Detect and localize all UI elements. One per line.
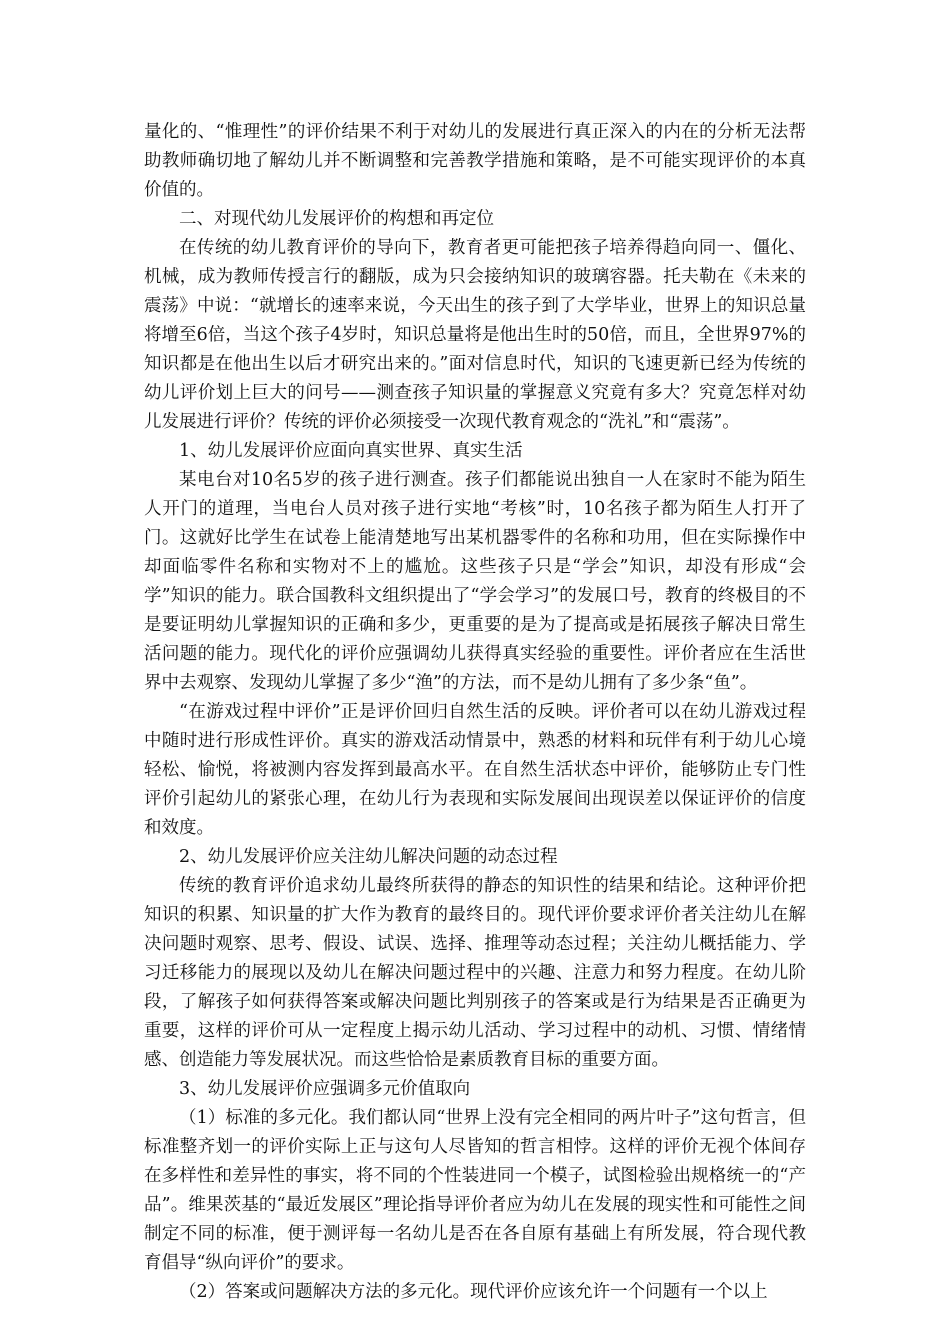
subheading-3: 3、幼儿发展评价应强调多元价值取向	[179, 1079, 471, 1099]
paragraph-game-evaluation: “在游戏过程中评价”正是评价回归自然生活的反映。评价者可以在幼儿游戏过程中随时进行形成性评价。真实的游戏活动情景中，熟悉的材料和玩伴有利于幼儿心境轻松、愉悦，将被测内容发挥到最高水平。在自然生活状态中评价，能够防止专门性评价引起幼儿的紧张心理，在幼儿行为表现和实际发展间出现误差以保证评价的信度和效度。	[144, 702, 806, 838]
subheading-2: 2、幼儿发展评价应关注幼儿解决问题的动态过程	[179, 847, 558, 867]
paragraph-traditional-evaluation: 在传统的幼儿教育评价的导向下，教育者更可能把孩子培养得趋向同一、僵化、机械，成为教师传授言行的翻版，成为只会接纳知识的玻璃容器。托夫勒在《未来的震荡》中说：“就增长的速率来说，今天出生的孩子到了大学毕业，世界上的知识总量将增至6倍，当这个孩子4岁时，知识总量将是他出生时的50倍，而且，全世界97%的知识都是在他出生以后才研究出来的。”面对信息时代，知识的飞速更新已经为传统的幼儿评价划上巨大的问号——测查孩子知识量的掌握意义究竟有多大？究竟怎样对幼儿发展进行评价？传统的评价必须接受一次现代教育观念的“洗礼”和“震荡”。	[144, 238, 806, 432]
paragraph-standard-diversity: （1）标准的多元化。我们都认同“世界上没有完全相同的两片叶子”这句哲言，但标准整齐划一的评价实际上正与这句人尽皆知的哲言相悖。这样的评价无视个体间存在多样性和差异性的事实，将不同的个性装进同一个模子，试图检验出规格统一的“产品”。维果茨基的“最近发展区”理论指导评价者应为幼儿在发展的现实性和可能性之间制定不同的标准，便于测评每一名幼儿是否在各自原有基础上有所发展，符合现代教育倡导“纵向评价”的要求。	[144, 1108, 806, 1273]
subheading-1: 1、幼儿发展评价应面向真实世界、真实生活	[179, 441, 523, 461]
paragraph-answer-diversity: （2）答案或问题解决方法的多元化。现代评价应该允许一个问题有一个以上	[179, 1282, 768, 1302]
paragraph-radio-test: 某电台对10名5岁的孩子进行测查。孩子们都能说出独自一人在家时不能为陌生人开门的道理，当电台人员对孩子进行实地“考核”时，10名孩子都为陌生人打开了门。这就好比学生在试卷上能清楚地写出某机器零件的名称和功用，但在实际操作中却面临零件名称和实物对不上的尴尬。这些孩子只是“学会”知识，却没有形成“会学”知识的能力。联合国教科文组织提出了“学会学习”的发展口号，教育的终极目的不是要证明幼儿掌握知识的正确和多少，更重要的是为了提高或是拓展孩子解决日常生活问题的能力。现代化的评价应强调幼儿获得真实经验的重要性。评价者应在生活世界中去观察、发现幼儿掌握了多少“渔”的方法，而不是幼儿拥有了多少条“鱼”。	[144, 470, 806, 693]
section-heading-2: 二、对现代幼儿发展评价的构想和再定位	[179, 209, 494, 229]
document-page	[144, 118, 806, 1307]
paragraph-continuation: 量化的、“惟理性”的评价结果不利于对幼儿的发展进行真正深入的内在的分析无法帮助教师确切地了解幼儿并不断调整和完善教学措施和策略，是不可能实现评价的本真价值的。	[144, 122, 806, 200]
paragraph-dynamic-process: 传统的教育评价追求幼儿最终所获得的静态的知识性的结果和结论。这种评价把知识的积累、知识量的扩大作为教育的最终目的。现代评价要求评价者关注幼儿在解决问题时观察、思考、假设、试误、选择、推理等动态过程；关注幼儿概括能力、学习迁移能力的展现以及幼儿在解决问题过程中的兴趣、注意力和努力程度。在幼儿阶段，了解孩子如何获得答案或解决问题比判别孩子的答案或是行为结果是否正确更为重要，这样的评价可从一定程度上揭示幼儿活动、学习过程中的动机、习惯、情绪情感、创造能力等发展状况。而这些恰恰是素质教育目标的重要方面。	[144, 876, 806, 1070]
